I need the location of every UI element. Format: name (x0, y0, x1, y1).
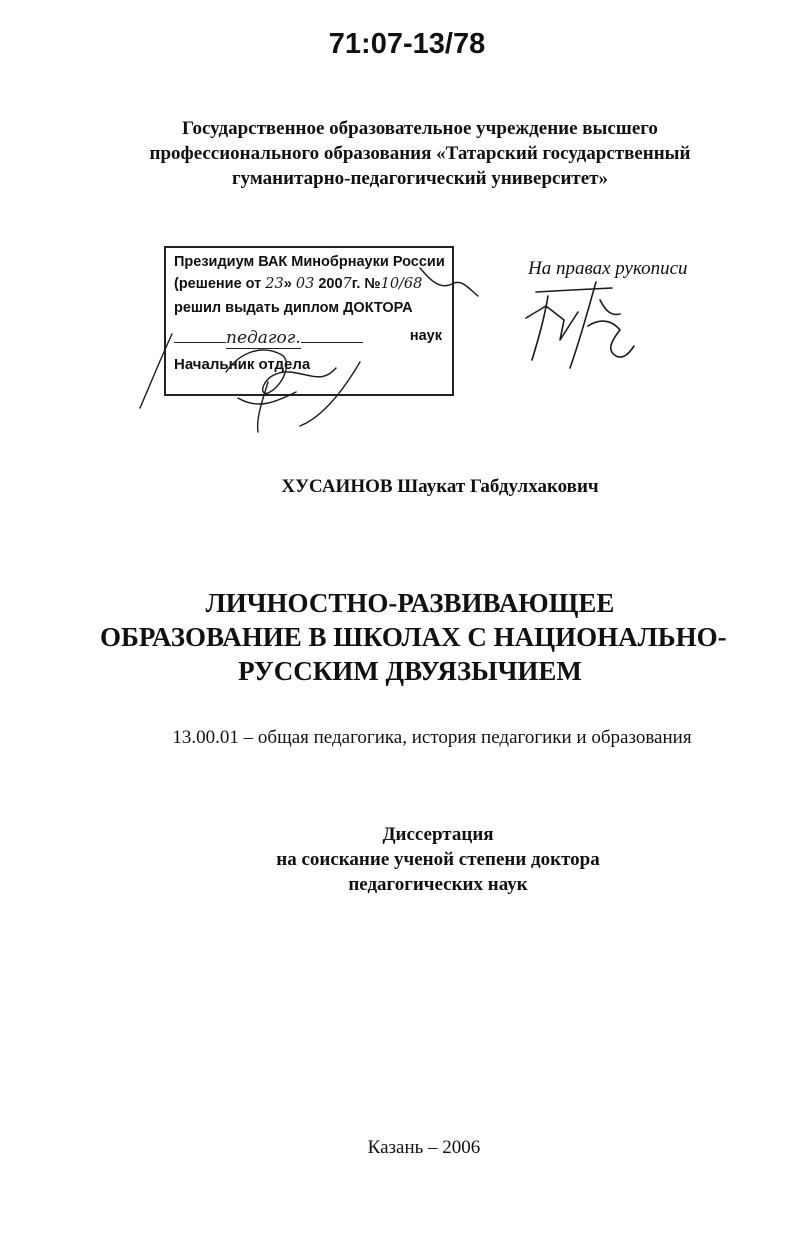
catalog-number: 71:07-13/78 (328, 28, 486, 60)
stamp-decision-month: 03 (295, 276, 315, 292)
institution-line-3: гуманитарно-педагогический университет» (231, 168, 608, 189)
stamp-decision-number: 10/68 (380, 276, 423, 292)
author-signature-stroke-4 (570, 282, 596, 368)
author-signature-stroke-1 (536, 288, 612, 292)
author-signature-stroke-2 (532, 296, 548, 360)
stamp-award-line: решил выдать диплом ДОКТОРА (174, 300, 413, 316)
stamp-decision-line (174, 276, 422, 292)
title-line-2: ОБРАЗОВАНИЕ В ШКОЛАХ С НАЦИОНАЛЬНО- (100, 622, 727, 652)
author-signature-stroke-6 (600, 300, 620, 314)
title-line-3: РУССКИМ ДВУЯЗЫЧИЕМ (238, 656, 582, 686)
stamp-decision-prefix: (решение от (174, 276, 262, 292)
stamp-decision-day: 23 (265, 276, 284, 292)
degree-line-3: педагогических наук (348, 874, 528, 895)
institution-name (120, 116, 720, 191)
degree-line-1: Диссертация (382, 824, 494, 845)
stamp-field-handwritten: педагог. (226, 328, 301, 348)
stamp-decision-year-digit: 7 (342, 276, 352, 292)
stamp-heading: Президиум ВАК Минобрнауки России (174, 254, 445, 270)
stamp-field-blank-left (174, 328, 226, 343)
title-line-1: ЛИЧНОСТНО-РАЗВИВАЮЩЕЕ (205, 588, 615, 618)
author-signature-stroke-3 (526, 306, 578, 340)
institution-line-1: Государственное образовательное учреждение высшего (182, 118, 658, 139)
specialty-code: 13.00.01 – общая педагогика, история педагогики и образования (172, 727, 692, 748)
dissertation-title (100, 586, 727, 688)
degree-statement (0, 822, 796, 897)
manuscript-rights-note: На правах рукописи (528, 258, 688, 279)
stamp-decision-year-suffix: г. № (351, 276, 381, 292)
author-name: ХУСАИНОВ Шаукат Габдулхакович (281, 476, 599, 497)
stamp-decision-sep: » (283, 276, 292, 292)
stamp-field-line (174, 328, 446, 348)
stamp-field-suffix: наук (409, 328, 442, 344)
city-and-year: Казань – 2006 (367, 1137, 481, 1158)
stamp-department-head: Начальник отдела (174, 356, 311, 373)
stamp-field-blank-right (301, 328, 363, 343)
institution-line-2: профессионального образования «Татарский государственный (149, 143, 691, 164)
author-signature-stroke-5 (588, 321, 634, 357)
vak-approval-stamp (164, 246, 454, 396)
stamp-decision-year-prefix: 200 (318, 276, 343, 292)
degree-line-2: на соискание ученой степени доктора (276, 849, 600, 870)
